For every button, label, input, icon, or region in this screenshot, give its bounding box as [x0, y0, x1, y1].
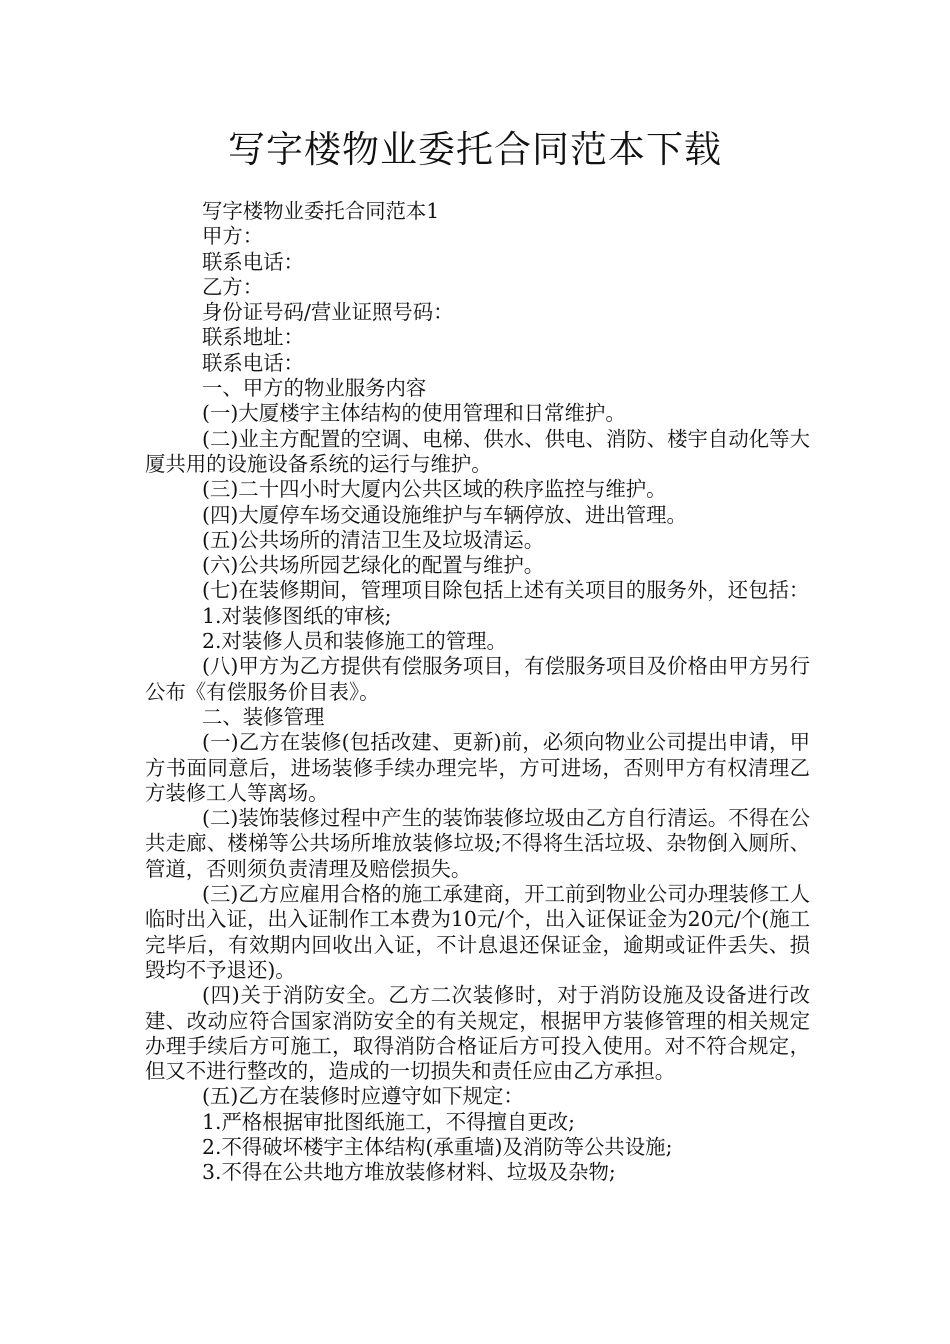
paragraph: (五)公共场所的清洁卫生及垃圾清运。: [202, 527, 545, 552]
paragraph: (三)二十四小时大厦内公共区域的秩序监控与维护。: [202, 477, 667, 502]
paragraph: (五)乙方在装修时应遵守如下规定：: [202, 1084, 524, 1109]
paragraph: (三)乙方应雇用合格的施工承建商，开工前到物业公司办理装修工人临时出入证，出入证制作工本费为10元/个，出入证保证金为20元/个(施工完毕后，有效期内回收出入证，不计息退还保证金，逾期或证件丢失、损毁均不予退还)。: [145, 882, 810, 982]
paragraph: (二)业主方配置的空调、电梯、供水、供电、消防、楼宇自动化等大厦共用的设施设备系统的运行与维护。: [145, 426, 810, 476]
document-body: [145, 199, 810, 1186]
paragraph: 联系地址：: [202, 325, 304, 350]
paragraph: 1.对装修图纸的审核;: [202, 603, 392, 628]
document-title: 写字楼物业委托合同范本下载: [228, 128, 722, 171]
paragraph: (一)大厦楼宇主体结构的使用管理和日常维护。: [202, 401, 626, 426]
paragraph: (一)乙方在装修(包括改建、更新)前，必须向物业公司提出申请，甲方书面同意后，进场装修手续办理完毕，方可进场，否则甲方有权清理乙方装修工人等离场。: [145, 730, 810, 805]
paragraph: (六)公共场所园艺绿化的配置与维护。: [202, 553, 545, 578]
paragraph: (四)大厦停车场交通设施维护与车辆停放、进出管理。: [202, 502, 687, 527]
paragraph: 联系电话：: [202, 249, 304, 274]
paragraph: 1.严格根据审批图纸施工，不得擅自更改;: [202, 1109, 575, 1134]
paragraph: 身份证号码/营业证照号码：: [202, 300, 454, 325]
paragraph: 联系电话：: [202, 350, 304, 375]
paragraph: (八)甲方为乙方提供有偿服务项目，有偿服务项目及价格由甲方另行公布《有偿服务价目表》。: [145, 654, 810, 704]
section-heading: 一、甲方的物业服务内容: [202, 376, 427, 401]
paragraph: 甲方：: [202, 224, 264, 249]
paragraph: 2.不得破坏楼宇主体结构(承重墙)及消防等公共设施;: [202, 1134, 673, 1159]
section-heading: 二、装修管理: [202, 704, 325, 729]
paragraph: 写字楼物业委托合同范本1: [202, 199, 440, 223]
paragraph: (七)在装修期间，管理项目除包括上述有关项目的服务外，还包括：: [202, 578, 810, 603]
paragraph: 乙方：: [202, 274, 264, 299]
paragraph: (二)装饰装修过程中产生的装饰装修垃圾由乙方自行清运。不得在公共走廊、楼梯等公共场所堆放装修垃圾;不得将生活垃圾、杂物倒入厕所、管道，否则须负责清理及赔偿损失。: [145, 806, 810, 881]
paragraph: 2.对装修人员和装修施工的管理。: [202, 629, 507, 654]
paragraph: (四)关于消防安全。乙方二次装修时，对于消防设施及设备进行改建、改动应符合国家消防安全的有关规定，根据甲方装修管理的相关规定办理手续后方可施工，取得消防合格证后方可投入使用。对不符合规定，但又不进行整改的，造成的一切损失和责任应由乙方承担。: [145, 983, 810, 1084]
paragraph: 3.不得在公共地方堆放装修材料、垃圾及杂物;: [202, 1160, 616, 1185]
